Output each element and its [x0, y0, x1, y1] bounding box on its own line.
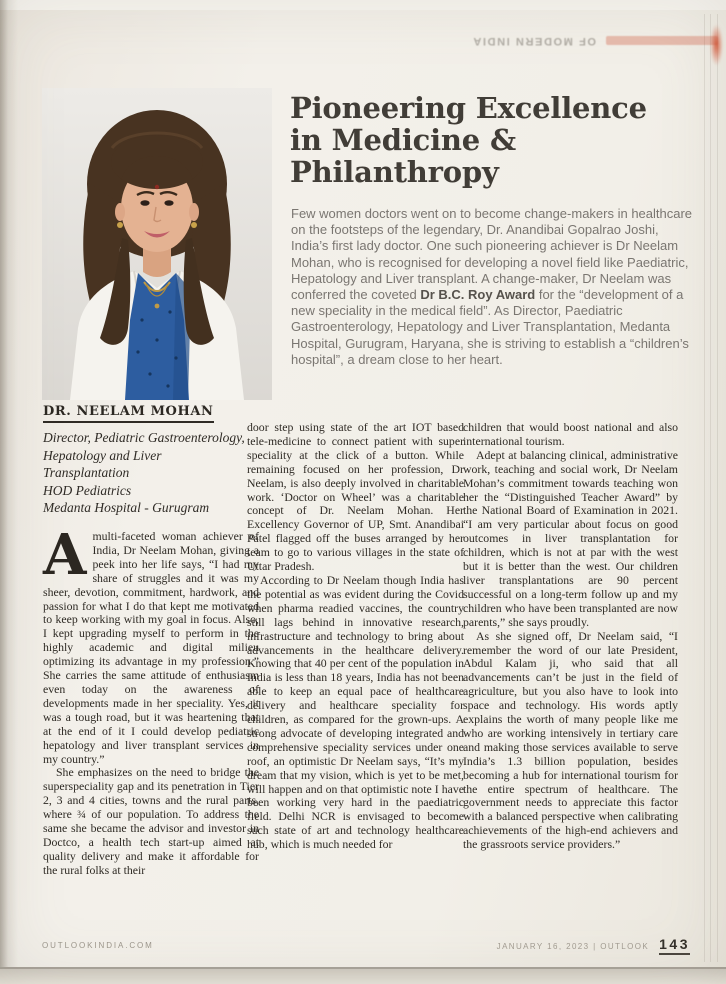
footer-issue-date: JANUARY 16, 2023 | OUTLOOK: [496, 942, 650, 951]
scan-top-edge: [0, 0, 726, 10]
intro-text: Few women doctors went on to become change-makers in healthcare on the footsteps of the legendary, Dr. Anandibai Gopalrao Joshi, India’s first lady doctor. One such pioneering achiever is Dr Neelam Mohan, who is recognised for developing a novel field like Paediatric, Hepatology and Liver transplant. A change-maker, Dr Neelam was conferred the coveted: [291, 206, 693, 303]
body-column-middle: [247, 421, 464, 852]
scan-crease-line: [704, 14, 705, 962]
author-name: DR. NEELAM MOHAN: [43, 404, 214, 423]
bleed-text: OF MODERN INDIA: [471, 35, 596, 47]
paragraph: According to Dr Neelam though India has the potential as was evident during the Covid when pharma readied vaccines, the country still lags behind in innovative research, infrastructure and technology to bring about advancements in the healthcare delivery. Knowing that 40 per cent of the population in India is less than 18 years, India has not been able to keep an equal pace of healthcare delivery and healthcare speciality for children, as compared for the grown-ups. A strong advocate of developing integrated and comprehensive speciality services under one roof, an optimistic Dr Neelam says, “It’s my dream that my vision, which is yet to be met, will happen and on that optimistic note I have been working very hard in the paediatric field. Delhi NCR is envisaged to become such state of art and technology healthcare hub, which is much needed for: [247, 572, 464, 852]
author-block: [43, 402, 248, 517]
page-number: 143: [659, 936, 690, 955]
article-title: Pioneering Excellence in Medicine & Philanthropy: [290, 91, 647, 189]
paragraph: Adept at balancing clinical, administrative work, teaching and social work, Dr Neelam Mohan’s commitment towards teaching won her the “Distinguished Teacher Award” by the National Board of Examination in 2021. “I am very particular about focus on good outcomes in liver transplantation for children, which is not at par with the west but it is better than the west. Our children liver transplantations are 90 percent successful on a long-term follow up and my children who have been transplanted are now parents,” she says proudly.: [463, 447, 678, 629]
footer-issue-block: [497, 936, 690, 955]
bleed-red-bar: [606, 37, 718, 46]
paragraph: door step using state of the art IOT based tele-medicine to connect patient with super speciality at the click of a button. While remaining focused on her profession, Dr Neelam, is also deeply involved in charitable work. ‘Doctor on Wheel’ was a charitable concept of Dr. Neelam Mohan. Her Excellency Governor of UP, Smt. Anandibai Patel flagged off the buses arranged by her team to go to various villages in the state of Uttar Pradesh.: [247, 420, 464, 574]
scan-bottom-edge: [0, 969, 726, 984]
drop-cap: A: [43, 522, 87, 588]
author-credential: Director, Pediatric Gastroenterology, Hepatology and Liver Transplantation: [43, 430, 245, 481]
portrait-photo: [42, 88, 272, 400]
body-column-right: [463, 421, 678, 852]
paragraph-text: multi-faceted woman achiever of India, Dr Neelam Mohan, giving a peek into her life says, “I had my share of struggles and it was my sheer, devotion, commitment, hardwork, and passion for what I do that kept me motivated to keep working with my goal in focus. Also, I kept upgrading myself to perform in the highly academic and digital milieu optimizing its advantage in my profession.” She carries the same attitude of enthusiasm even today on the awareness of developments made in her speciality. Yes, it was a tough road, but it was heartening that at the end of it I could develop pediatric hepatology and liver transplant services in my country.”: [43, 529, 259, 766]
intro-award-highlight: Dr B.C. Roy Award: [420, 287, 536, 303]
scan-left-shadow: [0, 0, 18, 984]
scan-crease-line: [717, 14, 718, 962]
paragraph: children that would boost national and also international tourism.: [463, 420, 678, 448]
paragraph: [43, 522, 259, 766]
paragraph: As she signed off, Dr Neelam said, “I remember the word of our late President, Abdul Kalam ji, who said that all advancements can’t be just in the field of agriculture, but you also have to look into space and technology. His words aptly explains the worth of many people like me who are working intensively in tertiary care and making those services available to serve India’s 1.3 billion population, besides becoming a hub for international tourism for the entire spectrum of healthcare. The government needs to appreciate this factor with a balanced perspective when calibrating achievements of the high-end achievers and the grassroots service providers.”: [463, 628, 678, 852]
paragraph: She emphasizes on the need to bridge the superspeciality gap and its penetration in Tier 2, 3 and 4 cities, towns and the rural parts, where ¾ of our population. To address the same she became the advisor and investor in Doctco, a health tech start-up aimed at quality delivery and make it affordable for the rural folks at their: [43, 765, 259, 877]
article-intro: [291, 206, 695, 368]
scan-crease-line: [710, 14, 711, 962]
author-credential: HOD Pediatrics: [43, 482, 132, 498]
body-column-left: [43, 522, 259, 878]
author-credential: Medanta Hospital - Gurugram: [43, 500, 210, 516]
footer-website: OUTLOOKINDIA.COM: [42, 941, 154, 950]
intro-text: for the “development of a new speciality in the medical field”. As Director, Paediatric Gastroenterology, Hepatology and Liver Transplantation, Medanta Hospital, Gurugram, Haryana, she is striving to establish a “children’s hospital”, a dream close to her heart.: [291, 287, 689, 367]
portrait-illustration: [42, 88, 272, 400]
bleed-through-header: [470, 33, 718, 49]
